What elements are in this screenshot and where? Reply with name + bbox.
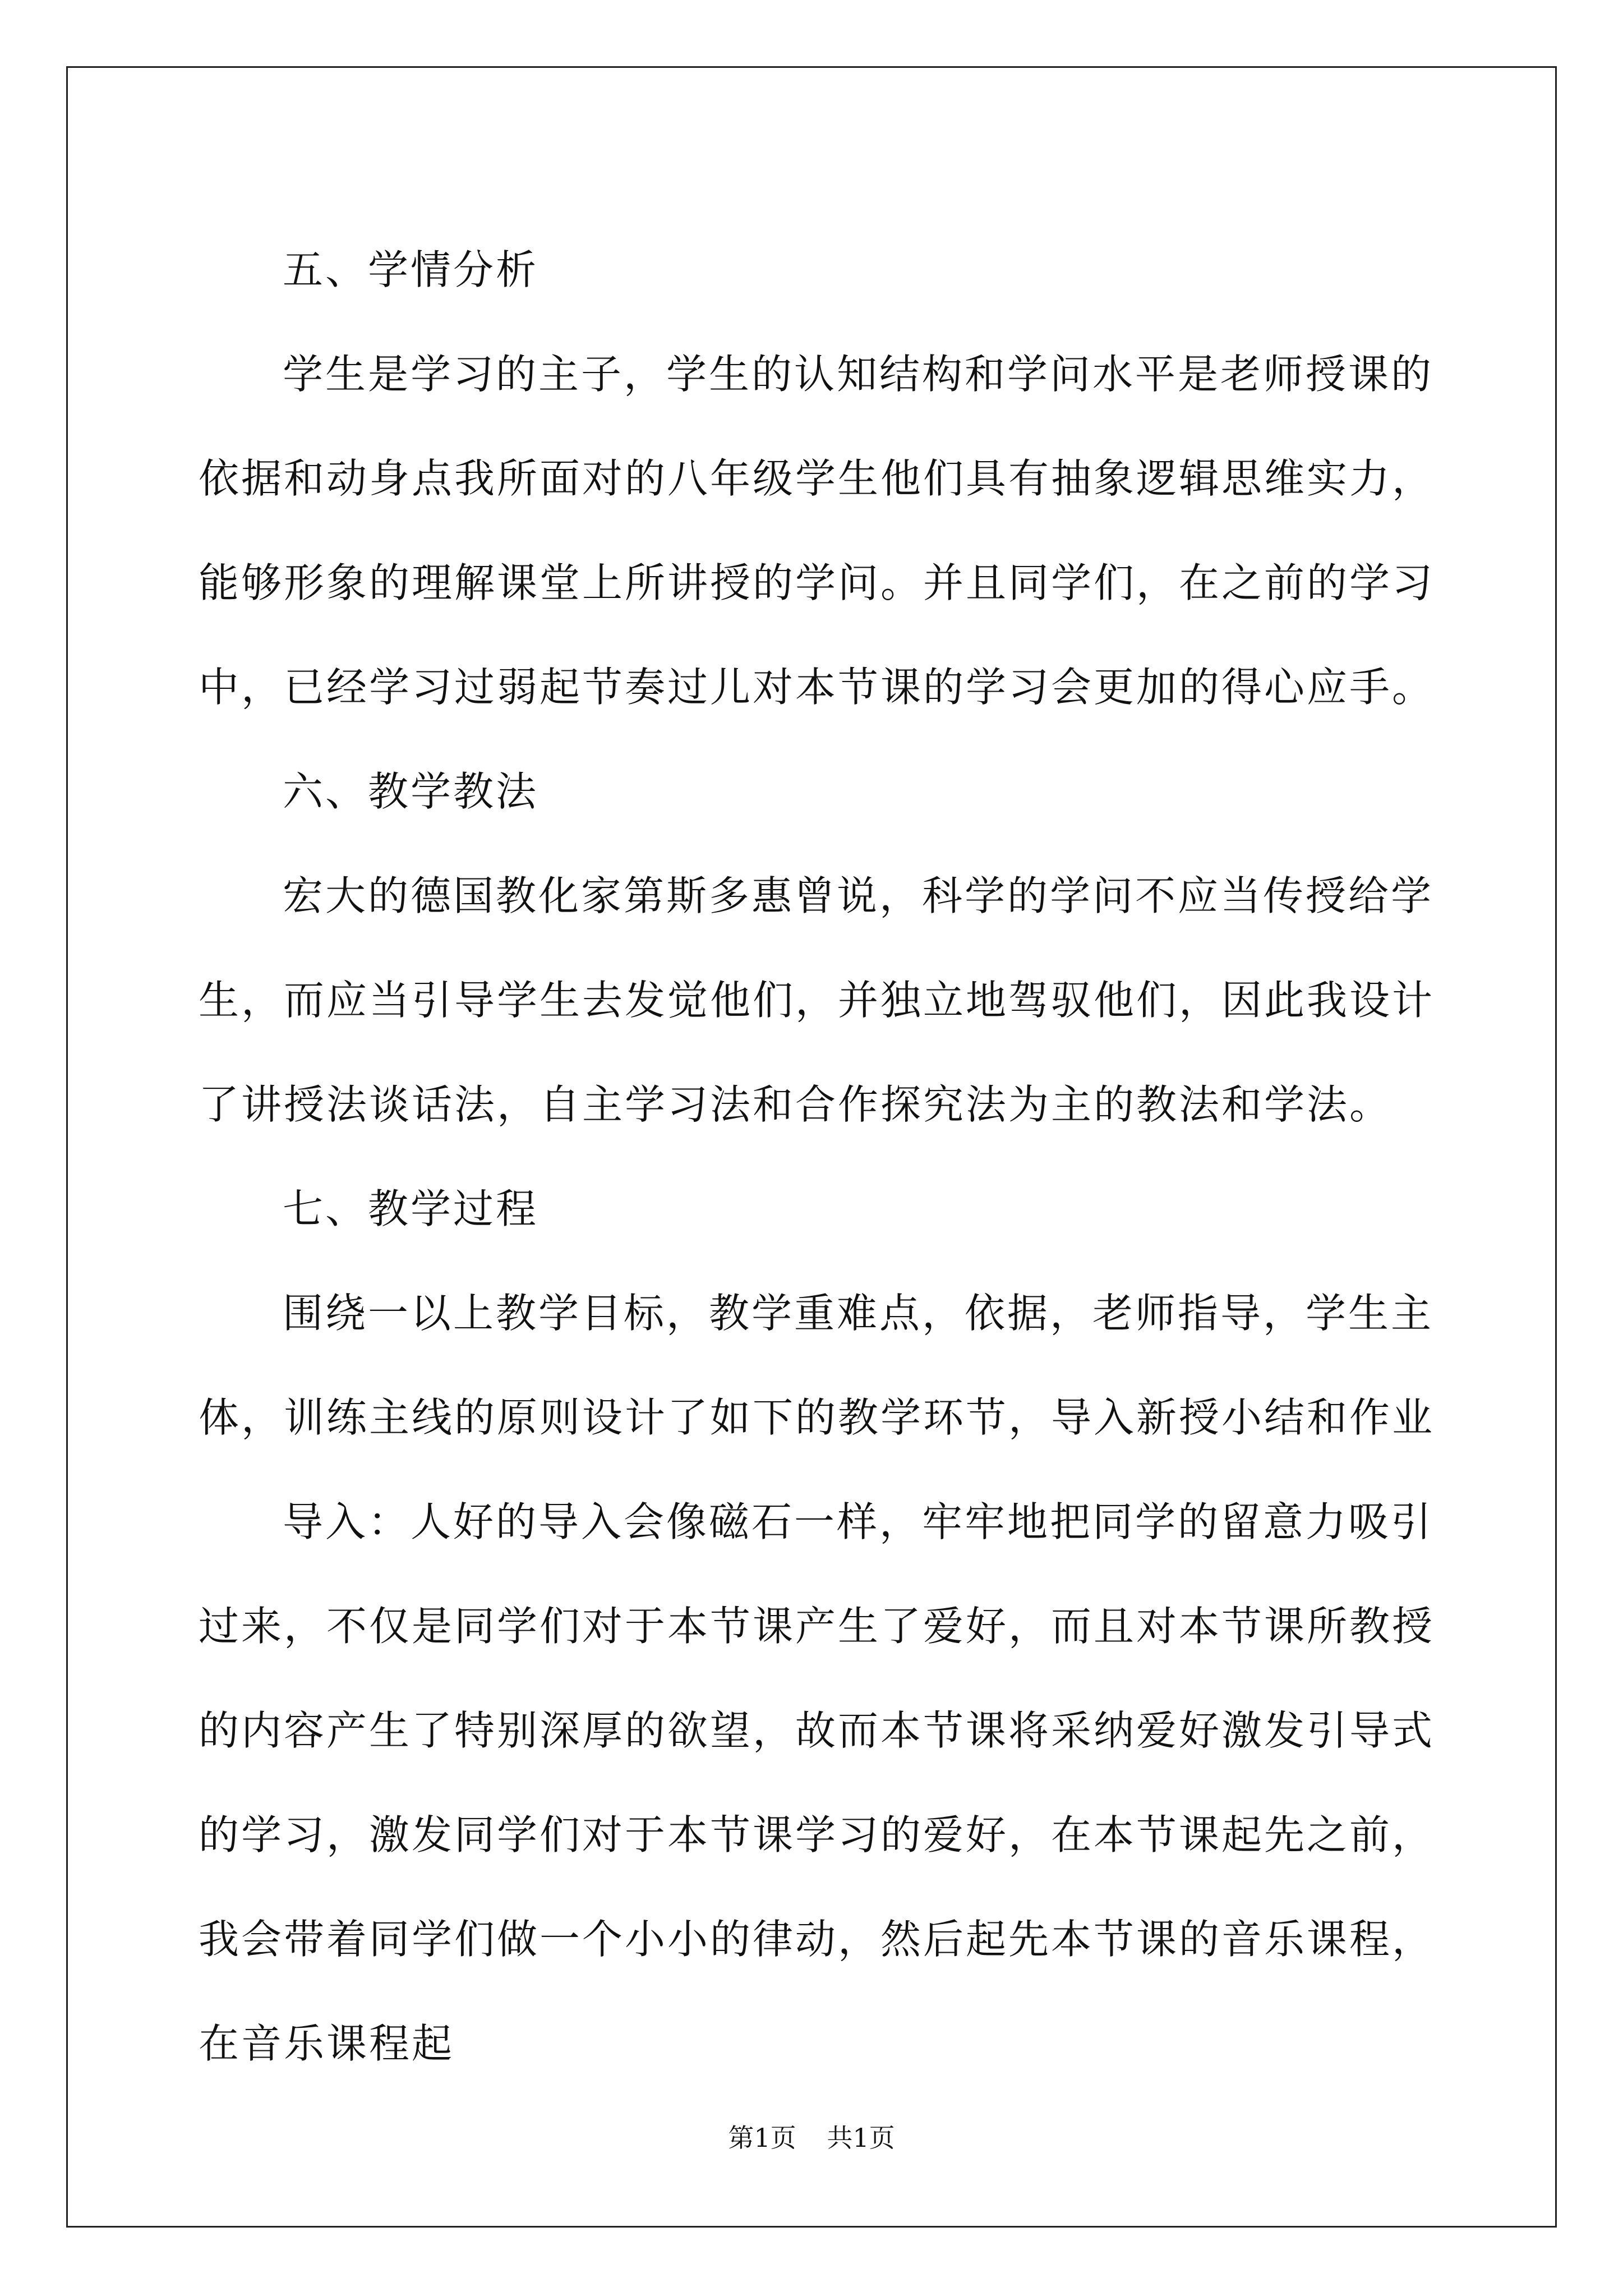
paragraph-introduction: 导入：人好的导入会像磁石一样，牢牢地把同学的留意力吸引过来，不仅是同学们对于本节课产生了爱好，而且对本节课所教授的内容产生了特别深厚的欲望，故而本节课将采纳爱好激发引导式的学习，激发同学们对于本节课学习的爱好，在本节课起先之前，我会带着同学们做一个小小的律动，然后起先本节课的音乐课程，在音乐课程起 <box>199 1498 1435 2067</box>
page-total: 共1页 <box>827 2123 895 2153</box>
page-footer <box>0 2118 1623 2155</box>
section-heading-teaching-process: 七、教学过程 <box>283 1185 539 1232</box>
page-number: 第1页 <box>728 2123 796 2153</box>
paragraph-learning-analysis: 学生是学习的主子，学生的认知结构和学问水平是老师授课的依据和动身点我所面对的八年级学生他们具有抽象逻辑思维实力，能够形象的理解课堂上所讲授的学问。并且同学们，在之前的学习中，已经学习过弱起节奏过儿对本节课的学习会更加的得心应手。 <box>199 351 1435 711</box>
paragraph-teaching-methods: 宏大的德国教化家第斯多惠曾说，科学的学问不应当传授给学生，而应当引导学生去发觉他们，并独立地驾驭他们，因此我设计了讲授法谈话法，自主学习法和合作探究法为主的教法和学法。 <box>199 872 1435 1128</box>
section-heading-learning-analysis: 五、学情分析 <box>283 246 539 293</box>
document-body <box>199 218 1438 2096</box>
paragraph-teaching-process: 围绕一以上教学目标，教学重难点，依据，老师指导，学生主体，训练主线的原则设计了如下的教学环节，导入新授小结和作业 <box>199 1290 1435 1441</box>
section-heading-teaching-methods: 六、教学教法 <box>283 768 539 815</box>
